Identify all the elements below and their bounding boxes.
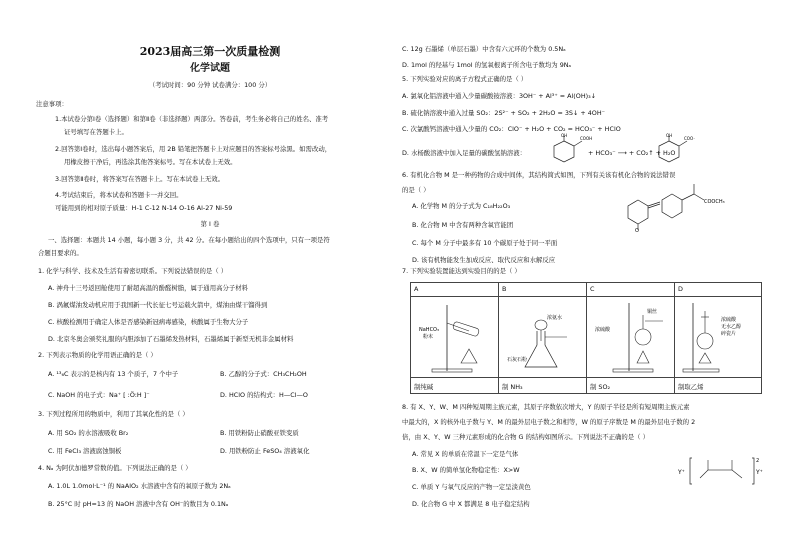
conical-flask-icon: [507, 301, 585, 375]
section-intro: 一、选择题：本题共 14 小题，每小题 3 分，共 42 分。在每小题给出的四个选项中，只有一项是符: [48, 236, 330, 244]
q5-option-b: B. 硫化钠溶液中通入过量 SO₂：2S²⁻ + SO₂ + 2H₂O = 3S↓ + 4OH⁻: [402, 109, 606, 117]
apparatus-tag: C: [590, 285, 595, 293]
svg-text:COOH: COOH: [580, 136, 593, 141]
q6-stem: 的是（ ）: [402, 186, 430, 194]
q1-option-c: C. 核酸检测用于确定人体是否感染新冠病毒感染，核酸属于生物大分子: [48, 318, 249, 326]
svg-text:2: 2: [756, 458, 760, 464]
svg-text:OH: OH: [666, 133, 673, 138]
q4-option-a: A. 1.0L 1.0mol·L⁻¹ 的 NaAlO₂ 水溶液中含有的氧原子数为 2Nₐ: [48, 482, 231, 490]
q2-option-a: A. ¹³₆C 表示的是核内有 13 个质子，7 个中子: [48, 370, 179, 378]
q6-option-b: B. 化合物 M 中含有两种含氧官能团: [412, 221, 514, 229]
q6-ester-group-label: COOCH₃: [704, 199, 725, 205]
apparatus-cell-b: [499, 283, 587, 393]
svg-text:O: O: [635, 228, 639, 234]
q5-option-a: A. 氯氧化铝溶液中通入少量碳酸铵溶液：3OH⁻ + Al³⁺ = Al(OH)₃↓: [402, 92, 597, 100]
ethylene-setup-icon: [681, 301, 759, 375]
compound-m-structure-icon: [622, 180, 762, 232]
apparatus-tag: A: [414, 285, 419, 293]
q6-option-d: D. 该有机物能发生加成反应、取代反应和水解反应: [412, 256, 556, 264]
q4-stem: 4. Nₐ 为阿伏加德罗常数的值。下列说法正确的是（ ）: [38, 464, 192, 472]
q2-stem: 2. 下列表示物质的化学用语正确的是（ ）: [38, 351, 157, 359]
q6-option-a: A. 化学物 M 的分子式为 C₁₈H₂₂O₃: [412, 202, 511, 210]
q1-option-a: A. 神舟十三号返回舱使用了耐超高温的酚醛树脂，属于通用高分子材料: [48, 284, 249, 292]
q3-option-a: A. 用 SO₂ 的水溶液吸收 Br₂: [48, 429, 129, 437]
label-porcelain: 碎瓷片: [721, 331, 737, 337]
subject-title: 化学试题: [190, 63, 230, 74]
q4-option-d: D. 1mol 的羟基与 1mol 的氢氧根离子所含电子数均为 9Nₐ: [402, 61, 572, 69]
apparatus-table: [410, 282, 762, 394]
q3-option-c: C. 用 FeCl₃ 溶液腐蚀铜板: [48, 447, 122, 455]
svg-text:OH: OH: [561, 133, 568, 138]
q8-option-a: A. 常见 X 的单质在常温下一定是气体: [412, 450, 519, 458]
notice-line: 证号填写在答题卡上。: [64, 128, 128, 136]
section-title: 第 Ⅰ 卷: [200, 220, 220, 228]
section-intro: 合题目要求的。: [38, 249, 83, 257]
atomic-masses: 可能用到的相对原子质量：H-1 C-12 N-14 O-16 Al-27 Ni-59: [55, 204, 233, 212]
q5-stem: 5. 下列实验对应的离子方程式正确的是（ ）: [402, 75, 528, 83]
q3-stem: 3. 下列过程所用的物质中，利用了其氧化性的是（ ）: [38, 410, 189, 418]
q8-option-c: C. 单质 Y 与氧气反应的产物一定呈淡黄色: [412, 483, 531, 491]
exam-info: （考试时间：90 分钟 试卷满分：100 分）: [148, 81, 272, 89]
apparatus-caption: 制取乙烯: [678, 382, 704, 391]
label-ethanol: 无水乙醇: [721, 324, 742, 330]
apparatus-cell-a: [411, 283, 499, 393]
apparatus-caption: 制纯碱: [414, 382, 434, 391]
notice-line: 3.回答第Ⅱ卷时，将答案写在答题卡上。写在本试卷上无效。: [55, 175, 225, 183]
label-limestone: 石灰石粉: [507, 357, 528, 363]
q1-option-d: D. 北京冬奥会颁奖礼服的内胆添加了石墨烯发热材料，石墨烯属于新型无机非金属材料: [48, 335, 294, 343]
apparatus-caption: 制 SO₂: [590, 382, 611, 391]
svg-text:COO⁻: COO⁻: [684, 136, 696, 141]
notice-heading: 注意事项：: [36, 100, 68, 108]
q7-stem: 7. 下列实验装置能达到实验目的的是（ ）: [402, 267, 521, 275]
heating-test-tube-icon: [417, 301, 495, 375]
salicylate-structure-icon: [655, 135, 695, 165]
q8-stem: 中最大的，X 的核外电子数与 Y、M 的最外层电子数之和相等，W 的原子序数是 M 的最外层电子数的 2: [402, 418, 696, 426]
flask-heating-icon: [593, 301, 673, 375]
apparatus-tag: D: [678, 285, 683, 293]
q8-option-b: B. X、W 的简单氢化物稳定性：X>W: [412, 466, 520, 474]
q5-option-d: D. 水杨酸溶液中加入足量的碳酸氢钠溶液：: [402, 149, 527, 157]
apparatus-caption: 制 NH₃: [502, 382, 523, 391]
q4-option-b: B. 25°C 时 pH=13 的 NaOH 溶液中含有 OH⁻的数目为 0.1Nₐ: [48, 500, 229, 508]
q6-stem: 6. 有机化合物 M 是一种药物的合成中间体，其结构简式如图，下列有关该有机化合物的说法错误: [402, 171, 676, 179]
label-conc-sulfuric: 浓硫酸: [721, 317, 737, 323]
struct-left-ion: Y⁺: [678, 469, 685, 476]
q3-option-b: B. 用铁粉防止硝酸亚铁变质: [220, 429, 299, 437]
notice-line: 1.本试卷分第Ⅰ卷（选择题）和第Ⅱ卷（非选择题）两部分。答卷前，考生务必将自己的姓名、准考: [55, 115, 329, 123]
q5-d-equation: + HCO₃⁻ ⟶ + CO₂↑ + H₂O: [588, 149, 676, 157]
salicylic-acid-structure-icon: [550, 133, 593, 165]
label-powder: 粉末: [423, 334, 434, 340]
notice-line: 用橡皮擦干净后，再选涂其他答案标号。写在本试卷上无效。: [64, 158, 237, 166]
q4-option-c: C. 12g 石墨烯（单层石墨）中含有六元环的个数为 0.5Nₐ: [402, 45, 566, 53]
exam-title: 2023届高三第一次质量检测: [139, 45, 281, 58]
struct-right-ion: Y⁺: [756, 469, 763, 476]
q2-option-d: D. HClO 的结构式：H—Cl—O: [220, 391, 308, 399]
q8-option-d: D. 化合物 G 中 X 都满足 8 电子稳定结构: [412, 500, 530, 508]
q2-option-c: C. NaOH 的电子式：Na⁺ [ :Ö:H ]⁻: [48, 391, 150, 399]
apparatus-tag: B: [502, 285, 507, 293]
q8-stem: 8. 有 X、Y、W、M 四种短周期主族元素，其原子序数依次增大，Y 的原子半径是所有短周期主族元素: [402, 403, 690, 411]
label-copper-wire: 铜丝: [647, 309, 658, 315]
q2-option-b: B. 乙醇的分子式：CH₃CH₂OH: [220, 370, 307, 378]
apparatus-cell-c: [587, 283, 675, 393]
q1-stem: 1. 化学与科学、技术及生活有着密切联系。下列说法错误的是（ ）: [38, 267, 228, 275]
label-sulfuric-acid: 浓硫酸: [595, 327, 611, 333]
q6-option-c: C. 每个 M 分子中最多有 10 个碳原子处于同一平面: [412, 239, 558, 247]
label-ammonia: 浓氨水: [547, 315, 563, 321]
label-nahco3: NaHCO₃: [419, 327, 439, 333]
notice-line: 2.回答第Ⅰ卷时，选出每小题答案后，用 2B 铅笔把答题卡上对应题目的答案标号涂黑。如需改动，: [55, 145, 332, 153]
compound-g-structure-icon: [678, 450, 770, 490]
notice-line: 4.考试结束后，将本试卷和答题卡一并交回。: [55, 191, 183, 199]
q1-option-b: B. 涡氟煤油发动机应用于我国新一代长征七号运载火箭中，煤油由煤干馏得到: [48, 301, 268, 309]
q8-stem: 倍，由 X、Y、W 三种元素形成的化合物 G 的结构如图所示。下列说法不正确的是（ ）: [402, 433, 649, 441]
q5-option-c: C. 次氯酸钙溶液中通入少量的 CO₂：ClO⁻ + H₂O + CO₂ = HCO₃⁻ + HClO: [402, 125, 621, 133]
apparatus-cell-d: [675, 283, 761, 393]
q3-option-d: D. 用铁粉防止 FeSO₄ 溶液氧化: [220, 447, 310, 455]
